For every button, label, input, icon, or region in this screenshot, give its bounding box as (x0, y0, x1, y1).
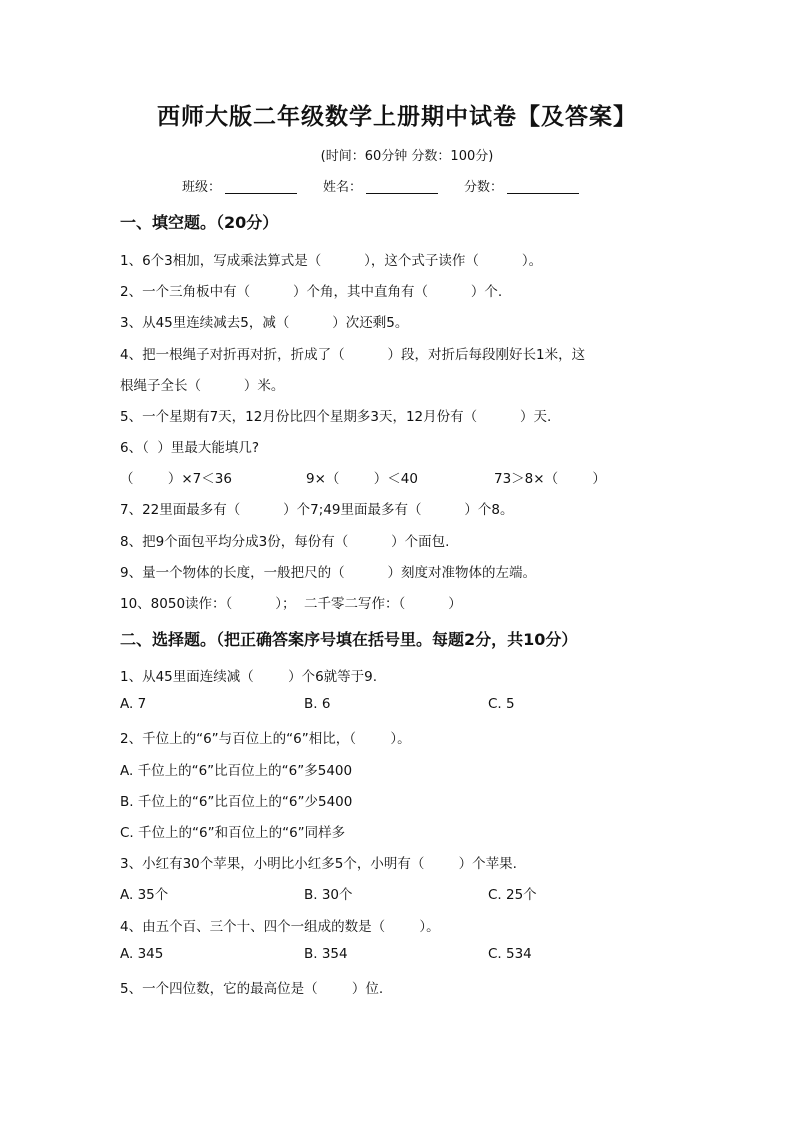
option-c: C. 25个 (488, 887, 537, 903)
s1-question-5: 5、一个星期有7天，12月份比四个星期多3天，12月份有（ ）天. (120, 409, 552, 425)
s1-question-7: 7、22里面最多有（ ）个7;49里面最多有（ ）个8。 (120, 502, 514, 518)
option-a: A. 345 (120, 946, 164, 962)
s2-question-2-option-c: C. 千位上的“6”和百位上的“6”同样多 (120, 825, 346, 841)
q6-item-1: （ ）×7＜36 (120, 471, 232, 487)
s1-question-3: 3、从45里连续减去5，减（ ）次还剩5。 (120, 315, 409, 331)
s2-question-2-option-a: A. 千位上的“6”比百位上的“6”多5400 (120, 763, 353, 779)
s1-question-9: 9、量一个物体的长度，一般把尺的（ ）刻度对准物体的左端。 (120, 565, 537, 581)
s1-question-8: 8、把9个面包平均分成3份，每份有（ ）个面包. (120, 534, 450, 550)
s1-question-1: 1、6个3相加，写成乘法算式是（ ），这个式子读作（ ）。 (120, 253, 543, 269)
s2-question-5: 5、一个四位数，它的最高位是（ ）位. (120, 981, 384, 997)
s1-question-6-items (120, 467, 606, 487)
class-label: 班级： (182, 180, 222, 195)
option-b: B. 6 (304, 696, 331, 712)
s2-question-2-option-b: B. 千位上的“6”比百位上的“6”少5400 (120, 794, 353, 810)
s1-question-4: 4、把一根绳子对折再对折，折成了（ ）段，对折后每段刚好长1米，这 (120, 347, 586, 363)
option-c: C. 5 (488, 696, 515, 712)
s2-question-4: 4、由五个百、三个十、四个一组成的数是（ ）。 (120, 919, 440, 935)
name-label: 姓名： (323, 180, 363, 195)
option-c: C. 534 (488, 946, 532, 962)
name-field[interactable] (323, 176, 438, 195)
name-blank[interactable] (366, 179, 438, 194)
s1-question-2: 2、一个三角板中有（ ）个角，其中直角有（ ）个. (120, 284, 503, 300)
s1-question-10: 10、8050读作：（ ）； 二千零二写作：（ ） (120, 596, 462, 612)
option-a: A. 35个 (120, 887, 169, 903)
s2-question-1: 1、从45里面连续减（ ）个6就等于9. (120, 669, 378, 685)
option-b: B. 354 (304, 946, 348, 962)
score-field[interactable] (464, 176, 579, 195)
q6-item-3: 73＞8×（ ） (494, 471, 606, 487)
option-b: B. 30个 (304, 887, 353, 903)
s2-question-3: 3、小红有30个苹果，小明比小红多5个，小明有（ ）个苹果. (120, 856, 517, 872)
exam-time-score: (时间：60分钟 分数：100分) (320, 149, 494, 164)
option-a: A. 7 (120, 696, 147, 712)
s1-question-6: 6、（ ）里最大能填几? (120, 440, 260, 456)
s2-question-2: 2、千位上的“6”与百位上的“6”相比，（ ）。 (120, 731, 411, 747)
section2-heading: 二、选择题。（把正确答案序号填在括号里。每题2分，共10分） (120, 630, 578, 649)
class-field[interactable] (182, 176, 297, 195)
page-title: 西师大版二年级数学上册期中试卷【及答案】 (157, 103, 637, 130)
s1-question-4-cont: 根绳子全长（ ）米。 (120, 378, 285, 394)
section1-heading: 一、填空题。（20分） (120, 213, 279, 232)
s2-question-3-options (120, 883, 537, 903)
student-info (182, 176, 579, 195)
score-label: 分数： (464, 180, 504, 195)
score-blank[interactable] (507, 179, 579, 194)
s2-question-4-options (120, 946, 532, 962)
s2-question-1-options (120, 696, 515, 712)
class-blank[interactable] (225, 179, 297, 194)
q6-item-2: 9×（ ）＜40 (306, 471, 418, 487)
